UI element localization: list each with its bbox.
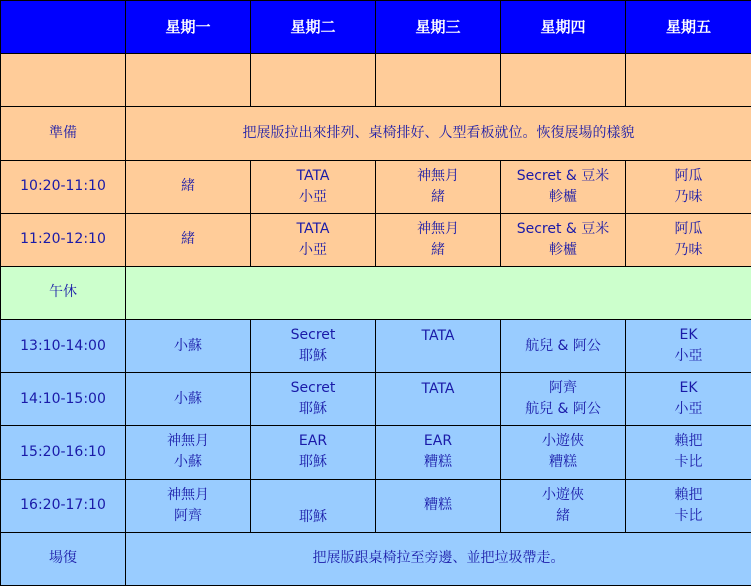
lunch-text bbox=[126, 266, 751, 319]
cell-line: 耶穌 bbox=[299, 348, 327, 365]
slot-row-1520 bbox=[1, 426, 751, 479]
schedule-cell bbox=[376, 160, 501, 213]
cell-line: 軫櫨 bbox=[549, 188, 577, 205]
cell-line: 神無月 bbox=[417, 167, 459, 184]
restore-label: 場復 bbox=[1, 532, 126, 585]
schedule-cell bbox=[251, 320, 376, 373]
restore-row bbox=[1, 532, 751, 585]
schedule-cell bbox=[626, 160, 751, 213]
cell-line: 緒 bbox=[181, 231, 195, 248]
cell-line: 航兒 & 阿公 bbox=[525, 337, 601, 354]
cell-line: Secret & 豆米 bbox=[516, 220, 610, 237]
restore-text: 把展版跟桌椅拉至旁邊、並把垃圾帶走。 bbox=[126, 532, 751, 585]
slot-row-1020 bbox=[1, 160, 751, 213]
cell-line: 賴把 bbox=[674, 433, 703, 450]
time-label: 15:20-16:10 bbox=[1, 426, 126, 479]
cell-line: Secret bbox=[290, 327, 336, 344]
schedule-cell bbox=[126, 426, 251, 479]
schedule-cell bbox=[126, 160, 251, 213]
schedule-cell bbox=[126, 479, 251, 532]
schedule-cell bbox=[376, 373, 501, 426]
schedule-cell bbox=[501, 479, 626, 532]
cell-line: TATA bbox=[421, 381, 455, 398]
slot-row-1410 bbox=[1, 373, 751, 426]
cell-line: 小遊俠 bbox=[542, 486, 584, 503]
cell-line: 糟糕 bbox=[424, 497, 452, 514]
schedule-cell bbox=[251, 479, 376, 532]
slot-row-1620 bbox=[1, 479, 751, 532]
cell-line: 小亞 bbox=[299, 188, 327, 205]
schedule-cell bbox=[501, 373, 626, 426]
cell-line: 小蘇 bbox=[174, 337, 202, 354]
schedule-cell bbox=[501, 426, 626, 479]
blank-cell bbox=[626, 54, 751, 107]
schedule-cell bbox=[376, 426, 501, 479]
cell-line: 阿瓜 bbox=[674, 167, 703, 184]
schedule-cell bbox=[126, 213, 251, 266]
cell-line: 航兒 & 阿公 bbox=[525, 401, 601, 418]
cell-line: 小亞 bbox=[674, 401, 703, 418]
cell-line: 緒 bbox=[431, 188, 445, 205]
time-label: 14:10-15:00 bbox=[1, 373, 126, 426]
cell-line: 阿齊 bbox=[174, 507, 202, 524]
header-row bbox=[1, 1, 751, 54]
cell-line: 乃味 bbox=[674, 241, 703, 258]
time-label: 11:20-12:10 bbox=[1, 213, 126, 266]
cell-line: 神無月 bbox=[417, 220, 459, 237]
cell-line: 小蘇 bbox=[174, 454, 202, 471]
prep-label: 準備 bbox=[1, 107, 126, 160]
cell-line: EAR bbox=[298, 433, 328, 450]
lunch-row bbox=[1, 266, 751, 319]
schedule-cell bbox=[126, 373, 251, 426]
blank-cell bbox=[501, 54, 626, 107]
schedule-cell bbox=[376, 213, 501, 266]
cell-line: 小亞 bbox=[674, 348, 703, 365]
header-day-mon: 星期一 bbox=[126, 1, 251, 54]
schedule-cell bbox=[251, 373, 376, 426]
cell-line: 乃味 bbox=[674, 188, 703, 205]
schedule-cell bbox=[501, 213, 626, 266]
header-corner bbox=[1, 1, 126, 54]
schedule-cell bbox=[626, 320, 751, 373]
cell-line: 卡比 bbox=[674, 507, 703, 524]
blank-cell bbox=[126, 54, 251, 107]
cell-line: 阿齊 bbox=[549, 380, 577, 397]
cell-line: 糟糕 bbox=[549, 454, 577, 471]
blank-cell bbox=[376, 54, 501, 107]
prep-row bbox=[1, 107, 751, 160]
schedule-cell bbox=[251, 426, 376, 479]
cell-line: 神無月 bbox=[167, 433, 209, 450]
prep-text: 把展版拉出來排列、桌椅排好、人型看板就位。恢復展場的樣貌 bbox=[126, 107, 751, 160]
schedule-cell bbox=[376, 479, 501, 532]
slot-row-1120 bbox=[1, 213, 751, 266]
cell-line: EK bbox=[679, 327, 698, 344]
time-label: 10:20-11:10 bbox=[1, 160, 126, 213]
cell-line: 小亞 bbox=[299, 241, 327, 258]
schedule-cell bbox=[251, 160, 376, 213]
cell-line: 糟糕 bbox=[424, 454, 452, 471]
schedule-cell bbox=[626, 373, 751, 426]
cell-line: 神無月 bbox=[167, 486, 209, 503]
cell-line: 緒 bbox=[556, 507, 570, 524]
schedule-cell bbox=[501, 160, 626, 213]
cell-line: TATA bbox=[296, 220, 330, 237]
cell-line: 緒 bbox=[431, 241, 445, 258]
schedule-cell bbox=[251, 213, 376, 266]
time-label: 13:10-14:00 bbox=[1, 320, 126, 373]
cell-line: TATA bbox=[296, 167, 330, 184]
header-day-fri: 星期五 bbox=[626, 1, 751, 54]
header-day-tue: 星期二 bbox=[251, 1, 376, 54]
schedule-cell bbox=[626, 479, 751, 532]
schedule-cell bbox=[501, 320, 626, 373]
cell-line: 耶穌 bbox=[299, 401, 327, 418]
cell-line: 卡比 bbox=[674, 454, 703, 471]
cell-line: 賴把 bbox=[674, 486, 703, 503]
header-day-thu: 星期四 bbox=[501, 1, 626, 54]
schedule-cell bbox=[376, 320, 501, 373]
schedule-cell bbox=[126, 320, 251, 373]
cell-line: 耶穌 bbox=[299, 454, 327, 471]
cell-line: 阿瓜 bbox=[674, 220, 703, 237]
blank-row-label bbox=[1, 54, 126, 107]
cell-line: 小遊俠 bbox=[542, 433, 584, 450]
schedule-cell bbox=[626, 213, 751, 266]
header-day-wed: 星期三 bbox=[376, 1, 501, 54]
cell-line: 耶穌 bbox=[299, 508, 327, 525]
slot-row-1310 bbox=[1, 320, 751, 373]
time-label: 16:20-17:10 bbox=[1, 479, 126, 532]
cell-line: 緒 bbox=[181, 178, 195, 195]
cell-line: TATA bbox=[421, 328, 455, 345]
blank-row bbox=[1, 54, 751, 107]
cell-line: Secret bbox=[290, 380, 336, 397]
cell-line: Secret & 豆米 bbox=[516, 167, 610, 184]
schedule-cell bbox=[626, 426, 751, 479]
cell-line: EAR bbox=[423, 433, 453, 450]
blank-cell bbox=[251, 54, 376, 107]
cell-line: EK bbox=[679, 380, 698, 397]
lunch-label: 午休 bbox=[1, 266, 126, 319]
cell-line: 小蘇 bbox=[174, 390, 202, 407]
cell-line: 軫櫨 bbox=[549, 241, 577, 258]
